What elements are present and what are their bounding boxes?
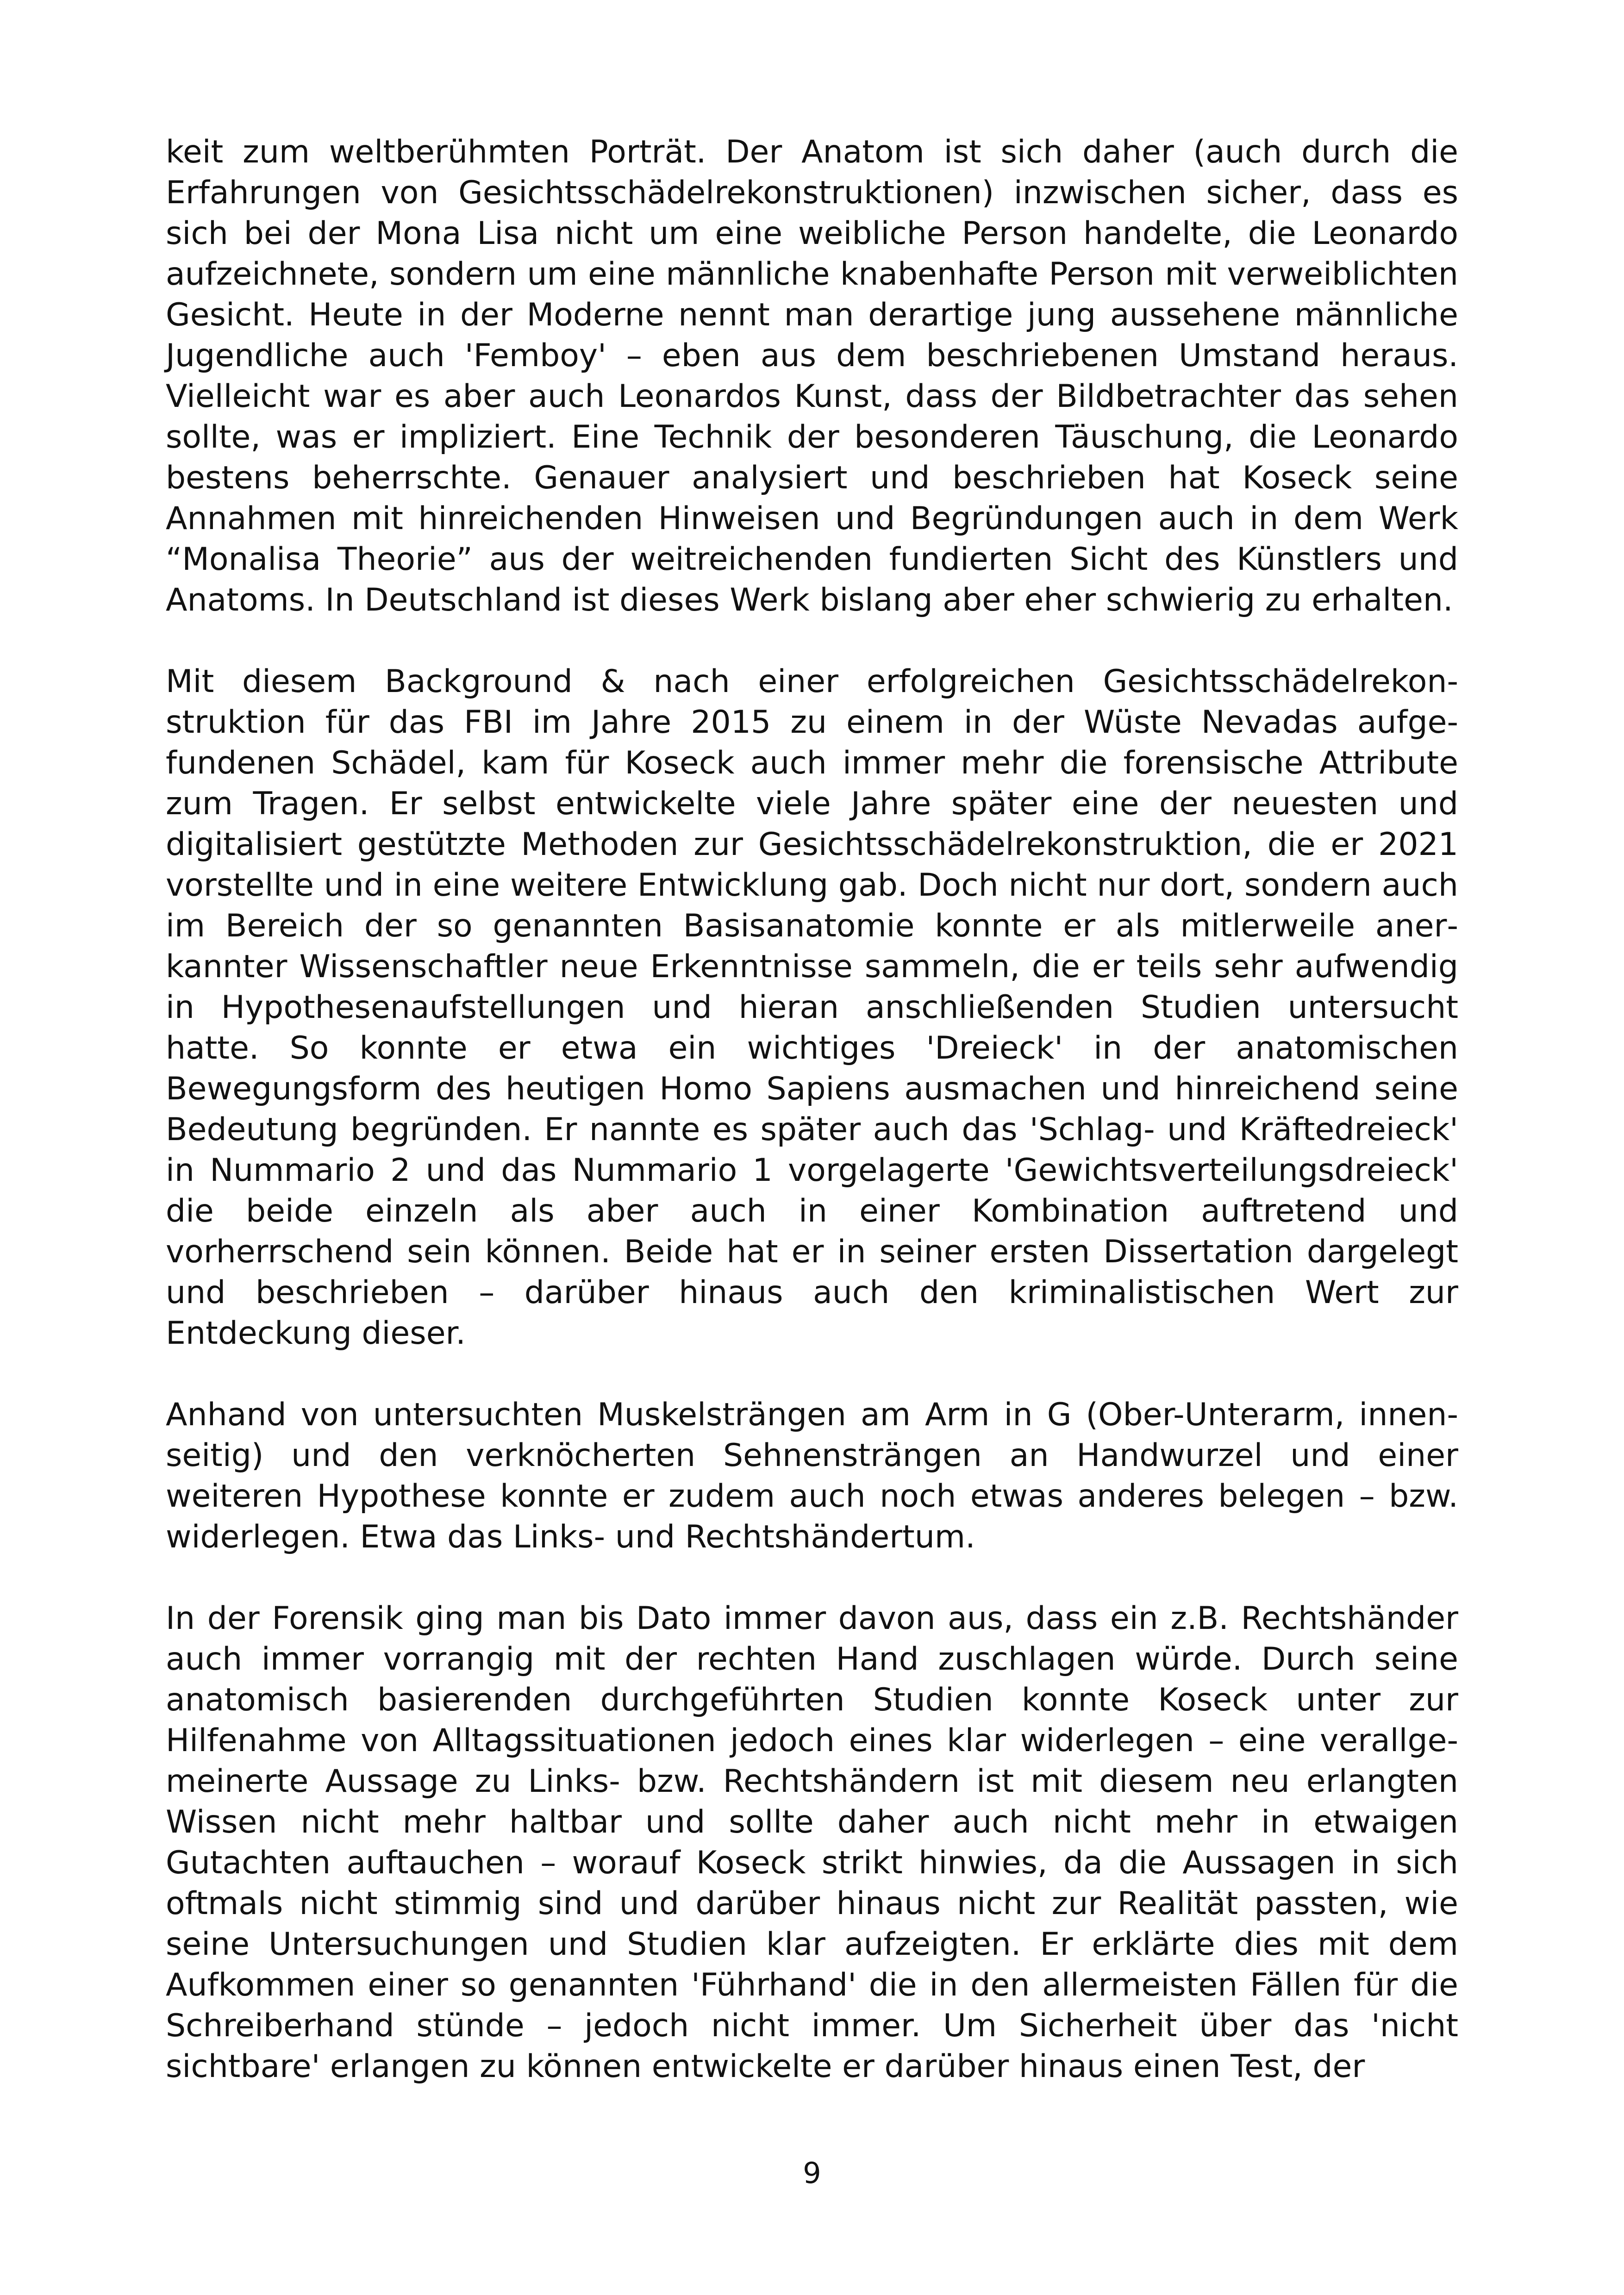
paragraph-3: Anhand von untersuchten Muskelsträngen am Arm in G (Ober-Unterarm, innenseitig) und den verknöcherten Sehnensträngen an Handwurzel und einer weiteren Hypothese konnte er zudem auch noch etwas anderes belegen – bzw. widerlegen. Etwa das Links- und Rechtshändertum.	[166, 1397, 1458, 1555]
paragraph-4: In der Forensik ging man bis Dato immer davon aus, dass ein z.B. Rechtshänder auch immer vorrangig mit der rechten Hand zuschlagen würde. Durch seine anatomisch basierenden durchgeführten Studien konnte Koseck unter zur Hilfenahme von Alltagssituationen jedoch eines klar widerlegen – eine verallgemeinerte Aussage zu Links- bzw. Rechtshändern ist mit diesem neu erlangten Wissen nicht mehr haltbar und sollte daher auch nicht mehr in etwaigen Gutachten auftauchen – worauf Koseck strikt hinwies, da die Aussagen in sich oftmals nicht stimmig sind und darüber hinaus nicht zur Realität passten, wie seine Untersuchungen und Studien klar aufzeigten. Er erklärte dies mit dem Aufkommen einer so genannten 'Führhand' die in den allermeisten Fällen für die Schreiberhand stünde – jedoch nicht immer. Um Sicherheit über das 'nicht sichtbare' erlangen zu können entwickelte er darüber hinaus einen Test, der	[166, 1600, 1458, 2085]
paragraph-2: Mit diesem Background & nach einer erfolgreichen Gesichtsschädelrekonstruktion für das FBI im Jahre 2015 zu einem in der Wüste Nevadas aufgefundenen Schädel, kam für Koseck auch immer mehr die forensische Attribute zum Tragen. Er selbst entwickelte viele Jahre später eine der neuesten und digitalisiert gestützte Methoden zur Gesichtsschädelrekonstruktion, die er 2021 vorstellte und in eine weitere Entwicklung gab. Doch nicht nur dort, sondern auch im Bereich der so genannten Basisanatomie konnte er als mitlerweile anerkannter Wissenschaftler neue Erkenntnisse sammeln, die er teils sehr aufwendig in Hypothesenaufstellungen und hieran anschließenden Studien untersucht hatte. So konnte er etwa ein wichtiges 'Dreieck' in der anatomischen Bewegungsform des heutigen Homo Sapiens ausmachen und hinreichend seine Bedeutung begründen. Er nannte es später auch das 'Schlag- und Kräftedreieck' in Nummario 2 und das Nummario 1 vorgelagerte 'Gewichtsverteilungsdreieck' die beide einzeln als aber auch in einer Kombination auftretend und vorherrschend sein können. Beide hat er in seiner ersten Dissertation dargelegt und beschrieben – darüber hinaus auch den kriminalistischen Wert zur Entdeckung dieser.	[166, 663, 1458, 1352]
page-number: 9	[803, 2156, 821, 2190]
body-text	[166, 132, 1458, 2087]
paragraph-1: keit zum weltberühmten Porträt. Der Anatom ist sich daher (auch durch die Erfahrungen von Gesichtsschädelrekonstruktionen) inzwischen sicher, dass es sich bei der Mona Lisa nicht um eine weibliche Person handelte, die Leonardo aufzeichnete, sondern um eine männliche knabenhafte Person mit verweiblichten Gesicht. Heute in der Moderne nennt man derartige jung aussehene männliche Jugendliche auch 'Femboy' – eben aus dem beschriebenen Umstand heraus. Vielleicht war es aber auch Leonardos Kunst, dass der Bildbetrachter das sehen sollte, was er impliziert. Eine Technik der besonderen Täuschung, die Leonardo bestens beherrschte. Genauer analysiert und beschrieben hat Koseck seine Annahmen mit hinreichenden Hinweisen und Begründungen auch in dem Werk “Monalisa Theorie” aus der weitreichenden fundierten Sicht des Künstlers und Anatoms. In Deutschland ist dieses Werk bislang aber eher schwierig zu erhalten.	[166, 134, 1458, 618]
